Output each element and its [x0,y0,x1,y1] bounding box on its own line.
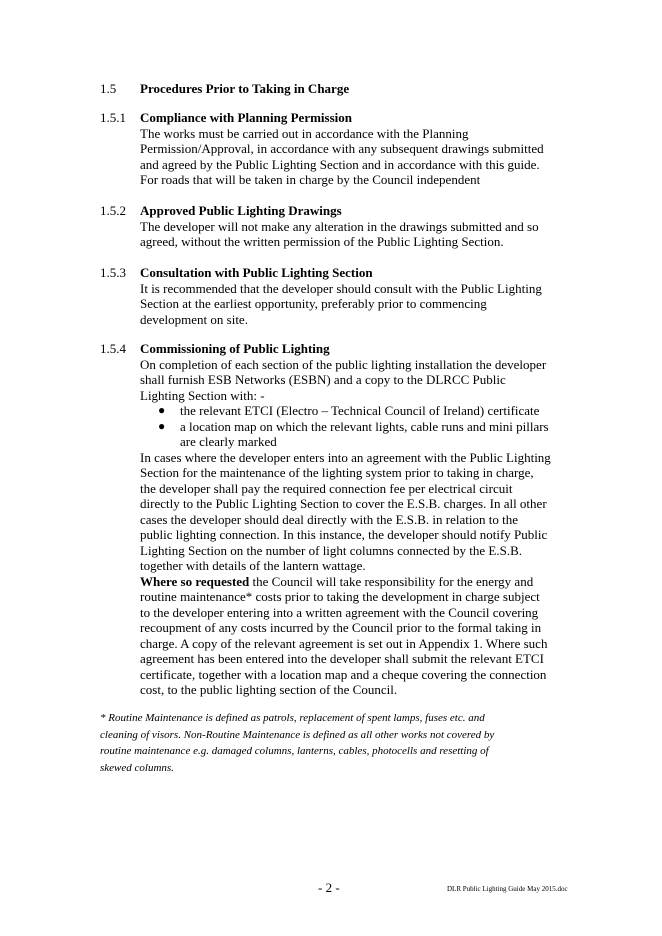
subsection-1-5-1 [140,110,565,188]
section-heading [140,81,565,97]
text-line: agreed, without the written permission of the Public Lighting Section. [140,234,504,249]
text-line: It is recommended that the developer should consult with the Public Lighting [140,280,542,296]
bullet-icon: ● [158,403,166,417]
footnote [100,710,560,776]
bullet-text: a location map on which the relevant lights, cable runs and mini pillars [180,418,549,434]
text-line: Section for the maintenance of the lighting system prior to taking in charge, [140,465,534,480]
text-line: recoupment of any costs incurred by the Council prior to the formal taking in [140,620,542,635]
text-line: On completion of each section of the public lighting installation the developer [140,356,547,372]
subsection-1-5-4 [140,341,565,698]
text-line [140,574,565,590]
text-line: shall furnish ESB Networks (ESBN) and a copy to the DLRCC Public [140,372,506,387]
footnote-line: routine maintenance e.g. damaged columns, lanterns, cables, photocells and resetting of [100,745,489,757]
text-line: Lighting Section with: - [140,387,265,403]
text-line: Permission/Approval, in accordance with any subsequent drawings submitted [140,141,544,156]
subsection-number: 1.5.4 [100,341,126,356]
text-line: together with details of the lantern wattage. [140,558,366,573]
bullet-item [140,403,565,419]
subsection-1-5-3 [140,265,565,327]
footnote-line: skewed columns. [100,761,174,774]
subsection-number: 1.5.3 [100,265,126,280]
bullet-item [140,419,565,450]
text-line: cost, to the public lighting section of the Council. [140,682,398,697]
subsection-title: Commissioning of Public Lighting [140,341,330,356]
text-line: the developer shall pay the required connection fee per electrical circuit [140,480,513,496]
footer-filename: DLR Public Lighting Guide May 2015.doc [447,885,568,893]
text-line: The developer will not make any alteration in the drawings submitted and so [140,218,539,234]
subsection-title: Consultation with Public Lighting Section [140,265,373,280]
text-line: and agreed by the Public Lighting Section and in accordance with this guide. [140,156,540,172]
text-line: development on site. [140,311,248,327]
subsection-title: Compliance with Planning Permission [140,110,352,125]
subsection-number: 1.5.1 [100,110,126,125]
bullet-text: are clearly marked [180,434,277,449]
section-number: 1.5 [100,81,117,96]
text-line: directly to the Public Lighting Section to cover the E.S.B. charges. In all other [140,496,547,511]
bullet-icon: ● [158,418,166,433]
bold-lead: Where so requested [140,573,250,589]
text-line: Lighting Section on the number of light columns connected by the E.S.B. [140,542,522,558]
subsection-number: 1.5.2 [100,203,126,218]
text-line: In cases where the developer enters into an agreement with the Public Lighting [140,449,551,465]
bullet-text: the relevant ETCI (Electro – Technical Council of Ireland) certificate [180,403,540,418]
footnote-line: * Routine Maintenance is defined as patrols, replacement of spent lamps, fuses etc. and [100,712,485,724]
text-line: certificate, together with a location map and a cheque covering the connection [140,666,547,682]
text-line: to the developer entering into a written agreement with the Council covering [140,604,539,620]
subsection-title: Approved Public Lighting Drawings [140,203,342,218]
text-line: cases the developer should deal directly with the E.S.B. in relation to the [140,511,518,527]
text-line: public lighting connection. In this instance, the developer should notify Public [140,527,548,542]
text-line: routine maintenance* costs prior to taking the development in charge subject [140,589,540,604]
page-number: - 2 - [318,880,340,895]
text-line: Section at the earliest opportunity, preferably prior to commencing [140,296,487,311]
text-fragment: the Council will take responsibility for the energy and [249,573,534,589]
section-title: Procedures Prior to Taking in Charge [140,81,350,96]
footnote-line: cleaning of visors. Non-Routine Maintenance is defined as all other works not covered by [100,728,495,741]
text-line: For roads that will be taken in charge by the Council independent [140,172,481,187]
text-line: charge. A copy of the relevant agreement is set out in Appendix 1. Where such [140,635,548,651]
text-line: The works must be carried out in accordance with the Planning [140,125,469,141]
text-line: agreement has been entered into the developer shall submit the relevant ETCI [140,651,544,666]
subsection-1-5-2 [140,203,565,250]
